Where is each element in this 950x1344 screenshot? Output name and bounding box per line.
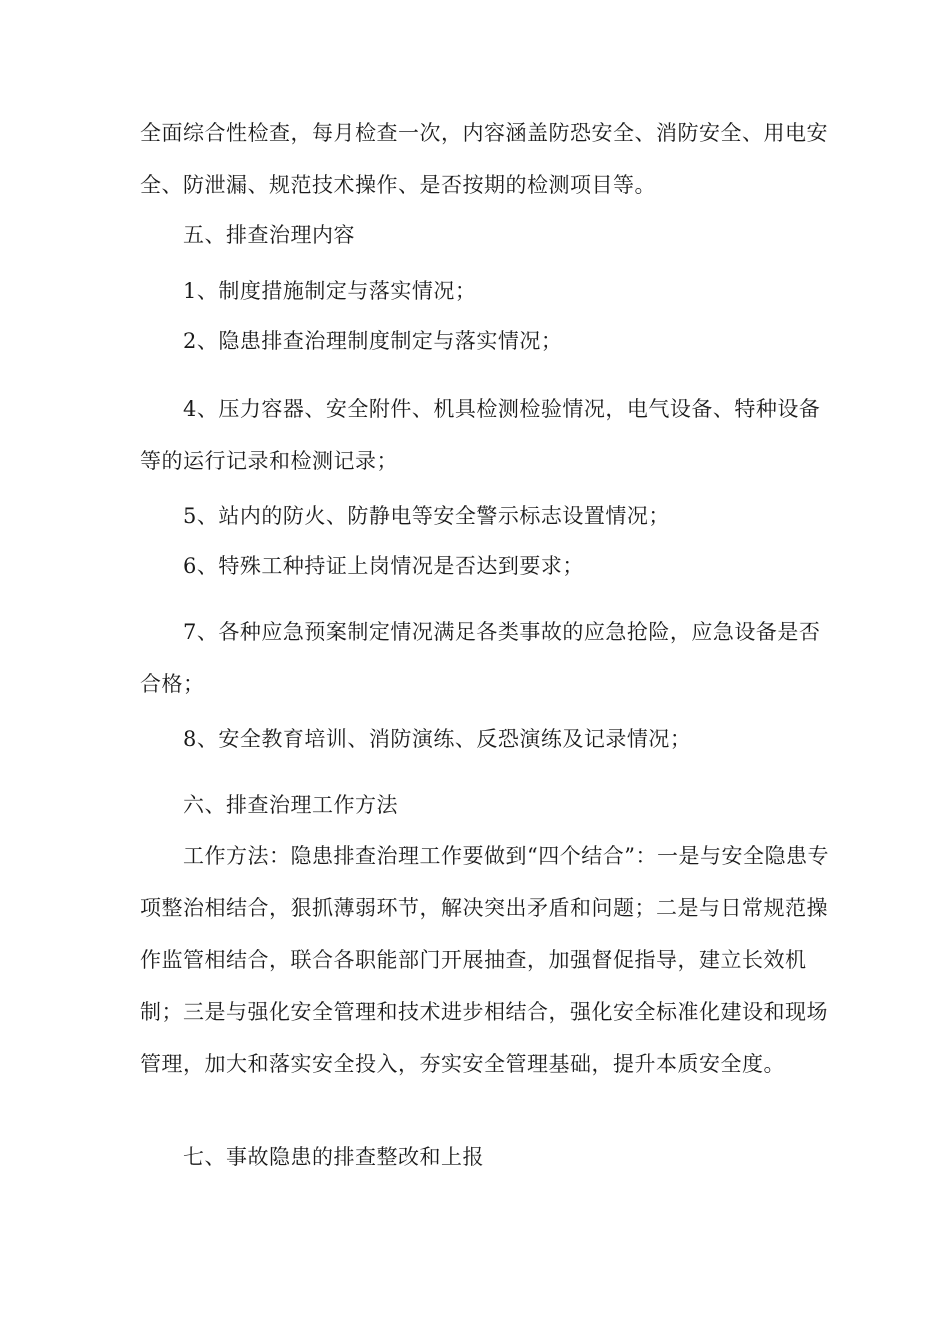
paragraph-inspection-scope: 全面综合性检查，每月检查一次，内容涵盖防恐安全、消防安全、用电安全、防泄漏、规范技术操作、是否按期的检测项目等。 (140, 121, 828, 197)
list-item-1: 1、制度措施制定与落实情况； (183, 279, 477, 303)
paragraph-work-method: 工作方法：隐患排查治理工作要做到“四个结合”：一是与安全隐患专项整治相结合，狠抓薄弱环节，解决突出矛盾和问题；二是与日常规范操作监管相结合，联合各职能部门开展抽查，加强督促指导，建立长效机制；三是与强化安全管理和技术进步相结合，强化安全标准化建设和现场管理，加大和落实安全投入，夯实安全管理基础，提升本质安全度。 (140, 844, 829, 1076)
list-item-6: 6、特殊工种持证上岗情况是否达到要求； (183, 554, 584, 578)
list-item-7: 7、各种应急预案制定情况满足各类事故的应急抢险，应急设备是否合格； (140, 620, 821, 696)
heading-section-5: 五、排查治理内容 (183, 223, 355, 247)
list-item-5: 5、站内的防火、防静电等安全警示标志设置情况； (183, 504, 670, 528)
heading-section-7: 七、事故隐患的排查整改和上报 (183, 1145, 484, 1169)
list-item-4: 4、压力容器、安全附件、机具检测检验情况，电气设备、特种设备等的运行记录和检测记录； (140, 397, 821, 473)
list-item-2: 2、隐患排查治理制度制定与落实情况； (183, 329, 563, 353)
heading-section-6: 六、排查治理工作方法 (183, 793, 398, 817)
list-item-8: 8、安全教育培训、消防演练、反恐演练及记录情况； (183, 727, 692, 751)
